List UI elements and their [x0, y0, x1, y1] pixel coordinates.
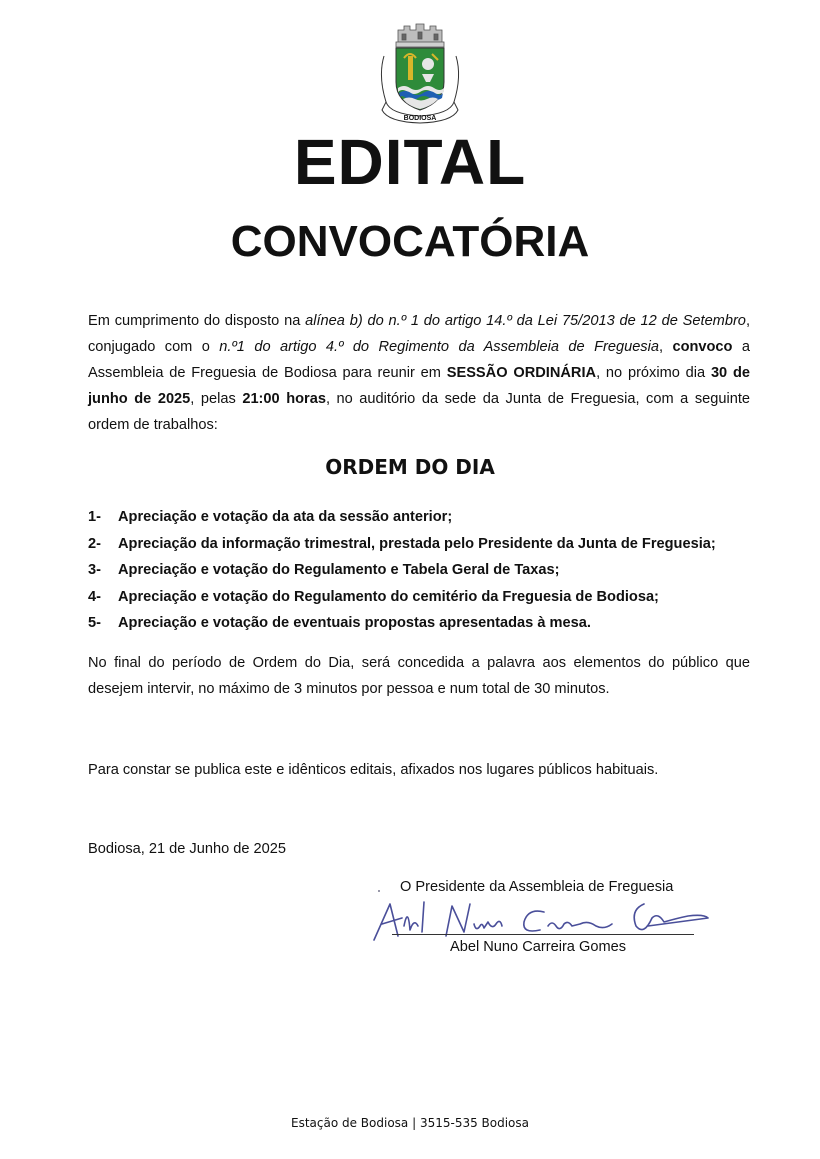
- intro-text-6: , pelas: [190, 391, 243, 407]
- intro-legal-reference: alínea b) do n.º 1 do artigo 14.º da Lei 75/2013 de 12 de Setembro: [305, 313, 746, 329]
- document-title: EDITAL: [293, 126, 527, 198]
- agenda-item-text: Apreciação e votação do Regulamento e Tabela Geral de Taxas;: [118, 562, 560, 578]
- agenda-item-number: 2-: [88, 535, 101, 552]
- agenda-heading: ORDEM DO DIA: [325, 455, 495, 479]
- shield-icon: [396, 48, 444, 110]
- convocation-paragraph: [88, 308, 750, 438]
- signatory-name: Abel Nuno Carreira Gomes: [450, 939, 627, 955]
- intro-text-1: Em cumprimento do disposto na: [88, 313, 306, 329]
- intro-convoco: convoco: [672, 339, 733, 355]
- agenda-item: [88, 584, 768, 611]
- agenda-item-number: 4-: [88, 588, 101, 605]
- intro-regiment-reference: n.º1 do artigo 4.º do Regimento da Assembleia de Freguesia: [219, 339, 659, 355]
- agenda-item-number: 5-: [88, 615, 101, 631]
- mural-crown-icon: [396, 24, 444, 47]
- intro-text-4: a Assembleia de Freguesia de Bodiosa para reunir em: [88, 339, 751, 381]
- agenda-item: [88, 557, 768, 584]
- agenda-item: [88, 610, 768, 637]
- agenda-item-text: Apreciação e votação de eventuais propostas apresentadas à mesa.: [118, 615, 591, 631]
- agenda-item-text: Apreciação da informação trimestral, prestada pelo Presidente da Junta de Freguesia;: [118, 535, 716, 552]
- session-time: 21:00 horas: [242, 391, 326, 407]
- intro-text-2: , conjugado com o: [88, 313, 750, 355]
- signature-dot: [378, 890, 380, 892]
- document-subtitle: CONVOCATÓRIA: [230, 217, 590, 266]
- place-and-date: Bodiosa, 21 de Junho de 2025: [88, 841, 286, 857]
- intro-text-3: ,: [658, 339, 673, 355]
- agenda-item-text: Apreciação e votação da ata da sessão anterior;: [118, 509, 453, 525]
- agenda-item-number: 1-: [88, 509, 101, 525]
- session-type: SESSÃO ORDINÁRIA: [446, 365, 597, 381]
- agenda-item: [88, 504, 768, 531]
- session-date: 30 de junho de 2025: [88, 365, 751, 407]
- signatory-role: O Presidente da Assembleia de Freguesia: [400, 879, 674, 895]
- agenda-item-number: 3-: [88, 562, 101, 578]
- public-participation-paragraph: No final do período de Ordem do Dia, será concedida a palavra aos elementos do público que desejem intervir, no máximo de 3 minutos por pessoa e num total de 30 minutos.: [88, 655, 750, 697]
- publication-paragraph: Para constar se publica este e idênticos editais, afixados nos lugares públicos habituais.: [88, 762, 659, 778]
- crest-label: BODIOSA: [403, 115, 437, 122]
- agenda-item-text: Apreciação e votação do Regulamento do cemitério da Freguesia de Bodiosa;: [118, 588, 659, 605]
- intro-text-7: , no auditório da sede da Junta de Freguesia, com a seguinte ordem de trabalhos:: [88, 391, 750, 433]
- footer-address: Estação de Bodiosa | 3515-535 Bodiosa: [290, 1116, 530, 1130]
- signature-line: [392, 934, 694, 935]
- intro-text-5: , no próximo dia: [596, 365, 711, 381]
- parish-crest-logo: [368, 16, 472, 124]
- agenda-item: [88, 531, 768, 558]
- agenda-list: [88, 504, 768, 637]
